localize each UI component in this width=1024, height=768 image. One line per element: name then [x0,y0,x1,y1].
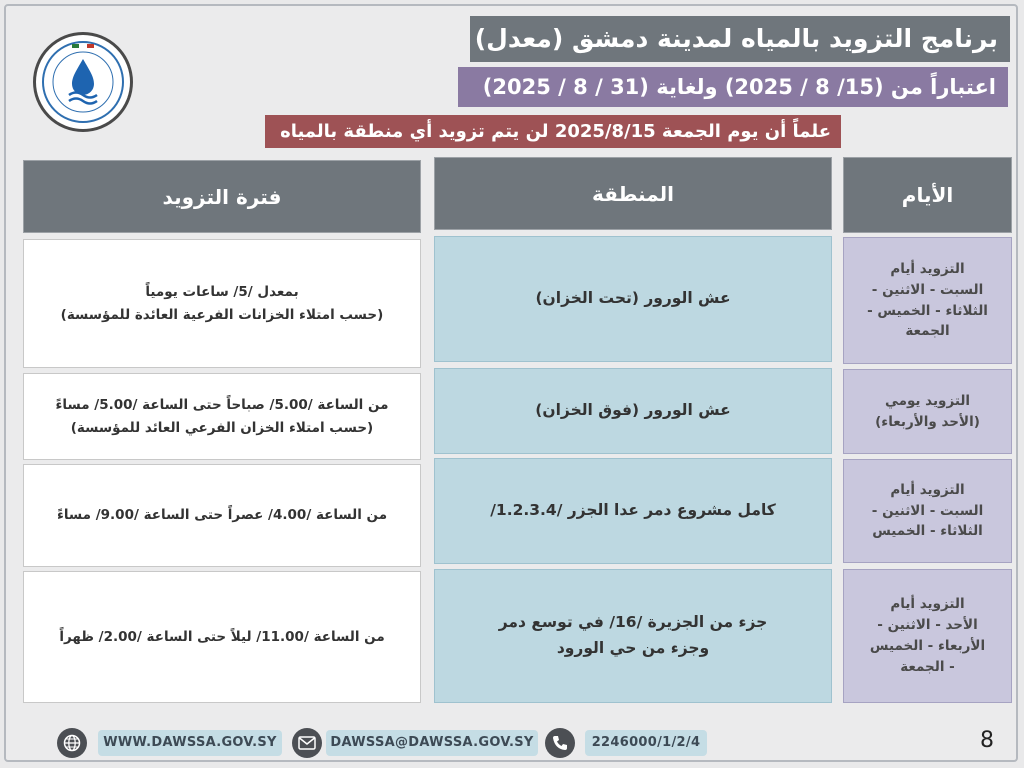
notice-banner: علماً أن يوم الجمعة 2025/8/15 لن يتم تزويد أي منطقة بالمياه [265,115,841,148]
table-row-4-area: جزء من الجزيرة /16/ في توسع دمر وجزء من حي الورود [434,569,832,703]
water-drop-logo [36,35,130,129]
header-days: الأيام [843,157,1012,233]
table-row-1-days: التزويد أيام السبت - الاثنين - الثلاثاء - الخميس - الجمعة [843,237,1012,364]
email-link[interactable]: DAWSSA@DAWSSA.GOV.SY [326,730,538,756]
header-period: فترة التزويد [23,160,421,233]
table-row-3-area: كامل مشروع دمر عدا الجزر /1.2.3.4/ [434,458,832,564]
globe-icon [57,728,87,758]
table-row-4-days: التزويد أيام الأحد - الاثنين - الأربعاء - الخميس - الجمعة [843,569,1012,703]
table-row-3-period: من الساعة /4.00/ عصراً حتى الساعة /9.00/ مساءً [23,464,421,567]
page-title: برنامج التزويد بالمياه لمدينة دمشق (معدل) [470,16,1010,62]
table-row-2-period: من الساعة /5.00/ صباحاً حتى الساعة /5.00/ مساءً (حسب امتلاء الخزان الفرعي العائد للمؤسسة) [23,373,421,460]
table-row-2-days: التزويد يومي (الأحد والأربعاء) [843,369,1012,454]
page-number: 8 [980,728,994,753]
organization-logo [33,32,133,132]
table-row-1-period: بمعدل /5/ ساعات يومياً (حسب امتلاء الخزانات الفرعية العائدة للمؤسسة) [23,239,421,368]
header-area: المنطقة [434,157,832,230]
table-row-4-period: من الساعة /11.00/ ليلاً حتى الساعة /2.00/ ظهراً [23,571,421,703]
envelope-icon [292,728,322,758]
website-link[interactable]: WWW.DAWSSA.GOV.SY [98,730,282,756]
table-row-1-area: عش الورور (تحت الخزان) [434,236,832,362]
phone-number[interactable]: 2246000/1/2/4 [585,730,707,756]
table-row-2-area: عش الورور (فوق الخزان) [434,368,832,454]
table-row-3-days: التزويد أيام السبت - الاثنين - الثلاثاء - الخميس [843,459,1012,563]
date-range-banner: اعتباراً من (15/ 8 / 2025) ولغاية (31 / 8 / 2025) [458,67,1008,107]
phone-icon [545,728,575,758]
